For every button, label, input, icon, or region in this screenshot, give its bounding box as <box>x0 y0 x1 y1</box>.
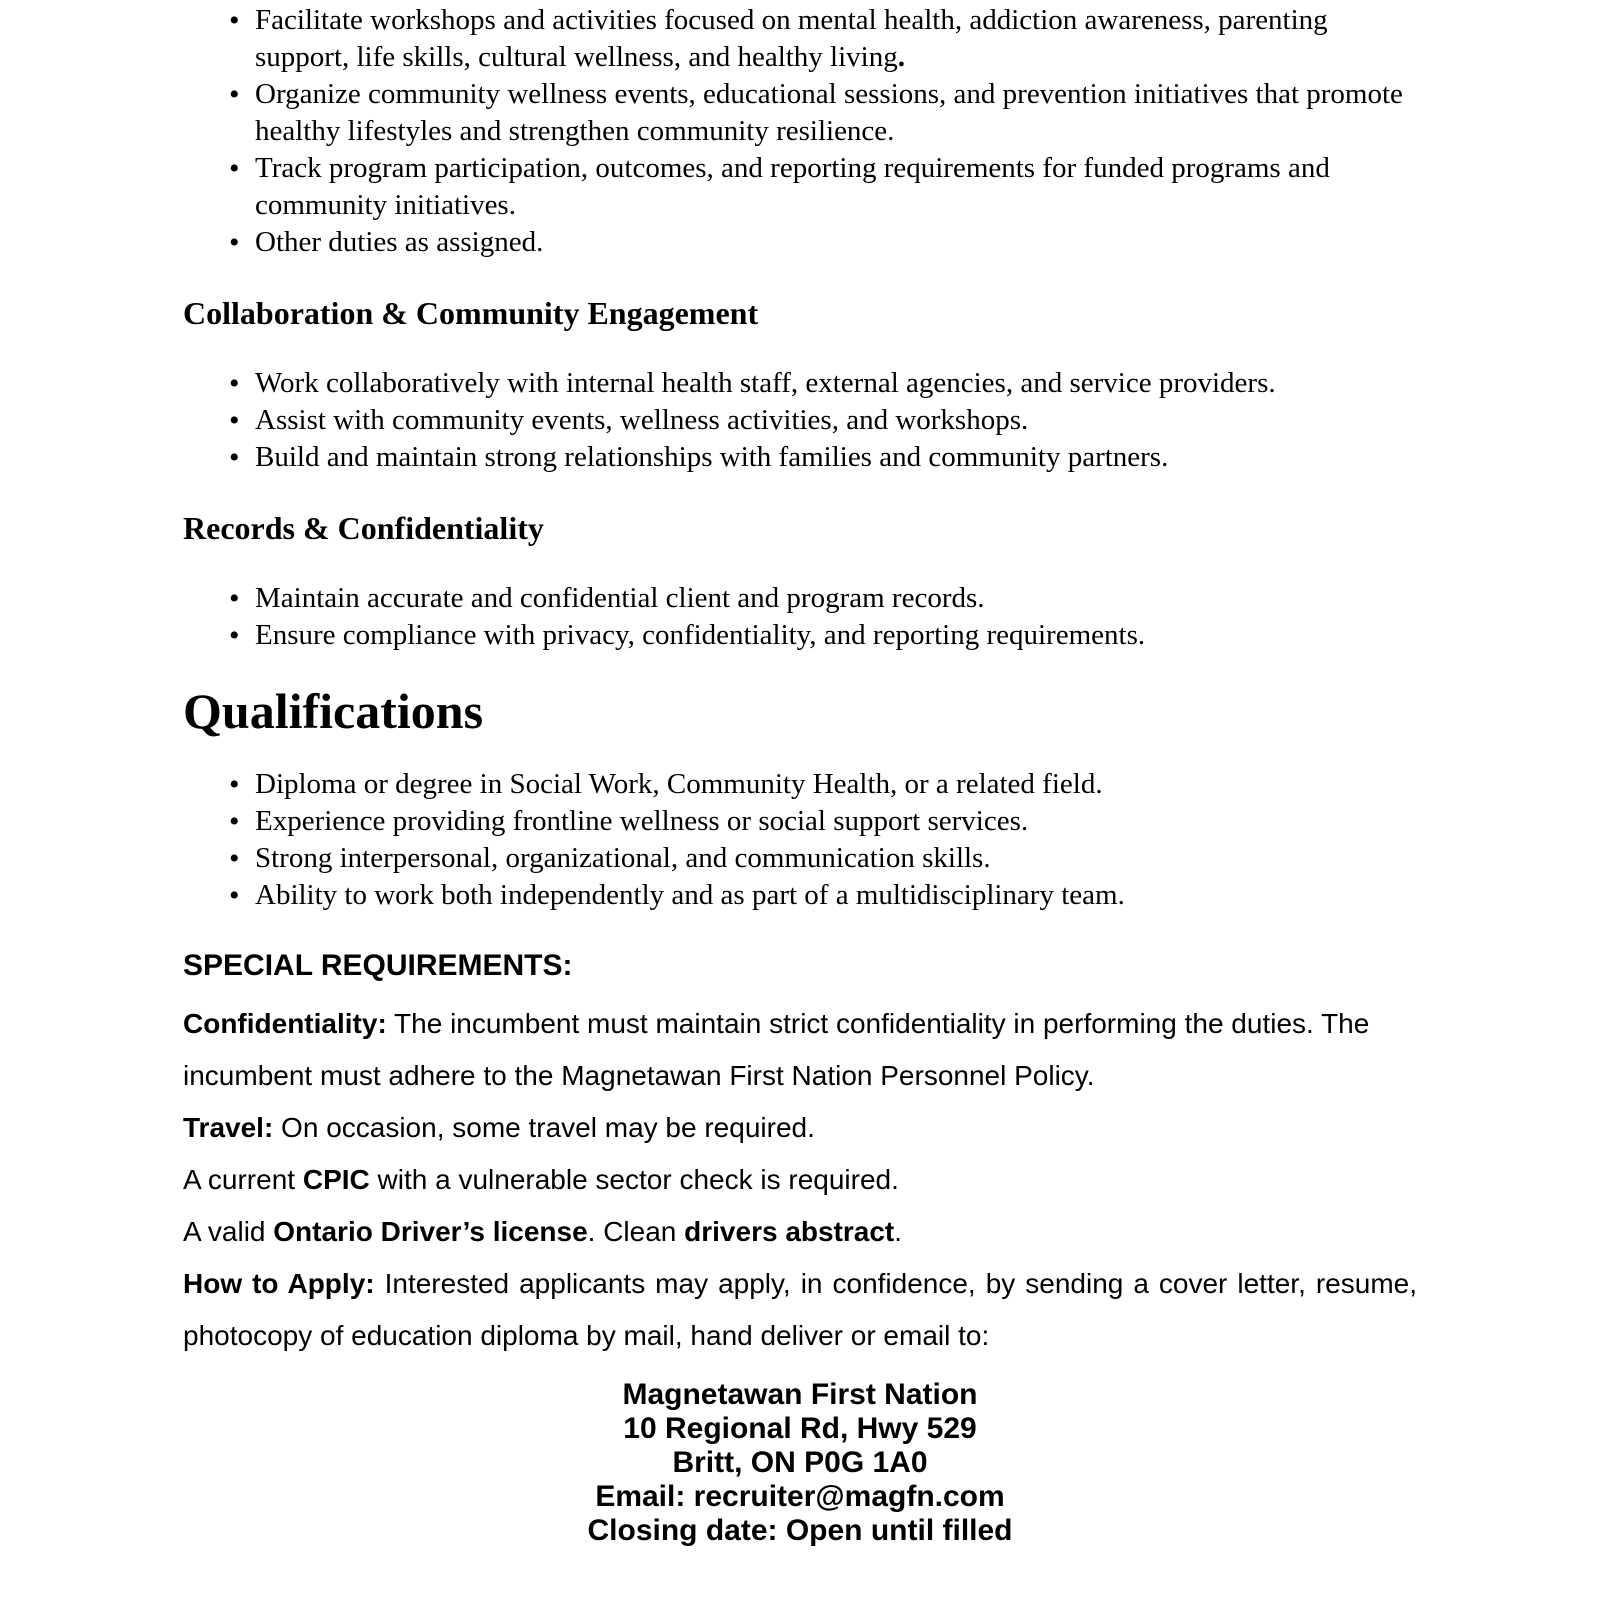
bullet-item <box>183 76 1417 150</box>
text: Assist with community events, wellness activities, and workshops. <box>255 404 1029 436</box>
text: On occasion, some travel may be required. <box>273 1112 815 1143</box>
qualifications-heading: Qualifications <box>183 683 484 739</box>
text: Track program participation, outcomes, and reporting requirements for funded programs and community initiatives. <box>255 152 1330 221</box>
contact-line: Closing date: Open until filled <box>587 1514 1013 1547</box>
text: Work collaboratively with internal health staff, external agencies, and service providers. <box>255 367 1276 399</box>
records-heading: Records & Confidentiality <box>183 510 544 546</box>
text: with a vulnerable sector check is required. <box>369 1164 899 1195</box>
bold-text: CPIC <box>302 1164 370 1195</box>
bullet-item <box>183 2 1417 76</box>
text: Maintain accurate and confidential client and program records. <box>255 582 985 614</box>
contact-line: Britt, ON P0G 1A0 <box>672 1446 928 1479</box>
how-to-apply-paragraph <box>183 1258 1417 1362</box>
text: Facilitate workshops and activities focused on mental health, addiction awareness, parenting support, life skills, cultural wellness, and healthy living <box>255 4 1328 73</box>
serif-section <box>183 2 1417 914</box>
text: Build and maintain strong relationships with families and community partners. <box>255 441 1169 473</box>
text: Ability to work both independently and as part of a multidisciplinary team. <box>255 879 1125 911</box>
bullet-item <box>183 150 1417 224</box>
records-bullet-list <box>183 580 1417 654</box>
bullet-item <box>183 402 1417 439</box>
contact-line: 10 Regional Rd, Hwy 529 <box>623 1412 977 1445</box>
bullet-item <box>183 803 1417 840</box>
special-requirements-section <box>183 946 1417 1548</box>
text: Experience providing frontline wellness or social support services. <box>255 805 1029 837</box>
collaboration-heading: Collaboration & Community Engagement <box>183 295 759 331</box>
bullet-item <box>183 439 1417 476</box>
special-requirements-heading: SPECIAL REQUIREMENTS: <box>183 949 573 982</box>
cpic-paragraph <box>183 1154 1417 1206</box>
bullet-item <box>183 617 1417 654</box>
text: . Clean <box>587 1216 685 1247</box>
text: Other duties as assigned. <box>255 226 544 258</box>
bold-text: Confidentiality: <box>183 1008 387 1039</box>
text: . <box>894 1216 903 1247</box>
bullet-item <box>183 224 1417 261</box>
text: The incumbent must maintain strict confidentiality in performing the duties. The incumbent must adhere to the Magnetawan First Nation Personnel Policy. <box>183 1008 1370 1091</box>
bold-text: Travel: <box>183 1112 274 1143</box>
collaboration-bullet-list <box>183 365 1417 476</box>
contact-block <box>183 1378 1417 1548</box>
contact-line: Magnetawan First Nation <box>622 1378 978 1411</box>
text: Strong interpersonal, organizational, and communication skills. <box>255 842 991 874</box>
qualifications-bullet-list <box>183 766 1417 914</box>
bullet-item <box>183 766 1417 803</box>
text: Interested applicants may apply, in confidence, by sending a cover letter, resume, photocopy of education diploma by mail, hand deliver or email to: <box>183 1268 1417 1351</box>
duties-bullet-list <box>183 2 1417 261</box>
text: A current <box>183 1164 303 1195</box>
travel-paragraph <box>183 1102 1417 1154</box>
text: Ensure compliance with privacy, confidentiality, and reporting requirements. <box>255 619 1146 651</box>
text: Organize community wellness events, educational sessions, and prevention initiatives that promote healthy lifestyles and strengthen community resilience. <box>255 78 1403 147</box>
confidentiality-paragraph <box>183 998 1417 1102</box>
bold-text: . <box>897 41 905 73</box>
bullet-item <box>183 580 1417 617</box>
bullet-item <box>183 840 1417 877</box>
bold-text: drivers abstract <box>684 1216 895 1247</box>
bold-text: How to Apply: <box>183 1268 375 1299</box>
text: Diploma or degree in Social Work, Community Health, or a related field. <box>255 768 1103 800</box>
bullet-item <box>183 877 1417 914</box>
bullet-item <box>183 365 1417 402</box>
license-paragraph <box>183 1206 1417 1258</box>
bold-text: Ontario Driver’s license <box>273 1216 588 1247</box>
text: A valid <box>183 1216 274 1247</box>
contact-line: Email: recruiter@magfn.com <box>595 1480 1005 1513</box>
